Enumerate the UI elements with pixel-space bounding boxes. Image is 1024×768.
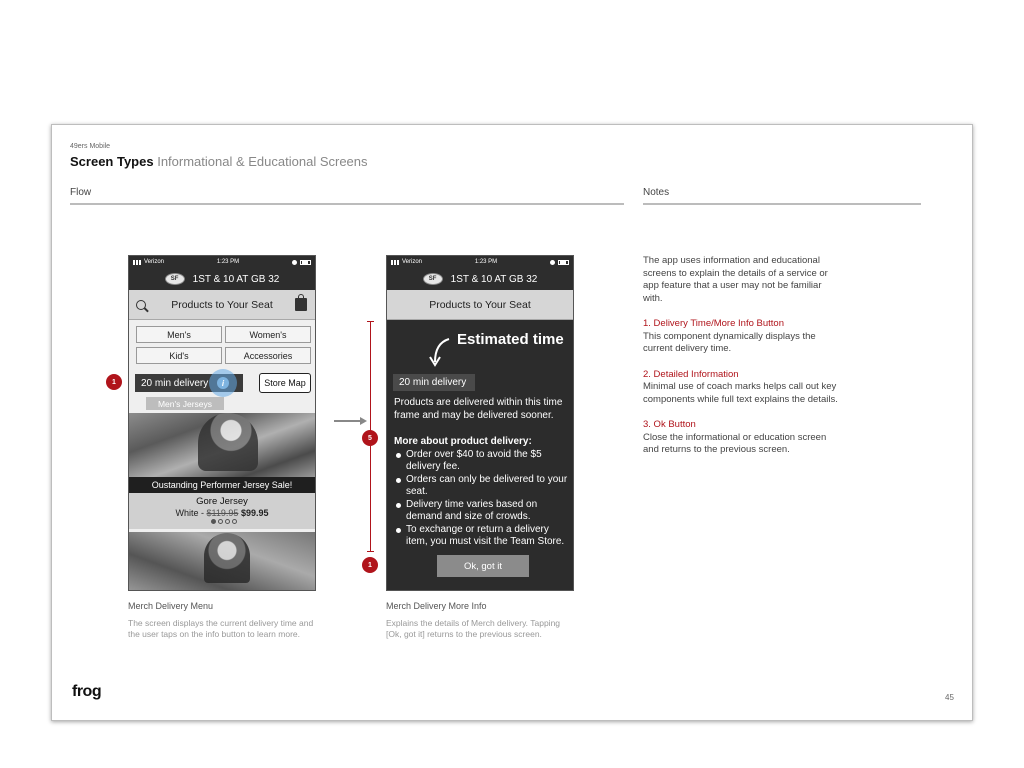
note-item bbox=[643, 419, 839, 457]
flow-arrow-icon bbox=[334, 417, 368, 425]
header-bar bbox=[129, 290, 315, 320]
location-icon bbox=[550, 260, 555, 265]
annotation-marker-5: 5 bbox=[362, 430, 378, 446]
carrier-label: Verizon bbox=[402, 259, 423, 265]
price-prefix: White - bbox=[175, 508, 207, 518]
ok-got-it-button[interactable]: Ok, got it bbox=[437, 555, 529, 577]
delivery-intro: Products are delivered within this time frame and may be delivered sooner. bbox=[394, 397, 563, 421]
title-light: Informational & Educational Screens bbox=[157, 154, 368, 169]
price-old: $119.95 bbox=[206, 508, 239, 518]
category-accessories-button[interactable]: Accessories bbox=[225, 347, 311, 364]
status-time: 1:23 PM bbox=[474, 259, 498, 265]
game-score: 1ST & 10 AT GB 32 bbox=[450, 273, 538, 285]
note-body: This component dynamically displays the current delivery time. bbox=[643, 330, 816, 354]
notes-rule bbox=[643, 203, 921, 205]
carrier-label: Verizon bbox=[144, 259, 165, 265]
note-heading: 2. Detailed Information bbox=[643, 368, 739, 380]
more-info-heading: More about product delivery: bbox=[394, 436, 532, 447]
caption-title-menu: Merch Delivery Menu bbox=[128, 601, 214, 611]
note-heading: 1. Delivery Time/More Info Button bbox=[643, 318, 784, 329]
notes-label: Notes bbox=[643, 187, 670, 198]
category-mens-button[interactable]: Men's bbox=[136, 326, 222, 343]
carousel-dots[interactable] bbox=[211, 519, 237, 524]
status-right bbox=[550, 260, 569, 265]
caption-body-menu: The screen displays the current delivery time and the user taps on the info button to learn more. bbox=[128, 618, 314, 639]
list-item: Delivery time varies based on demand and size of crowds. bbox=[394, 499, 572, 524]
dimension-cap-bottom bbox=[367, 551, 374, 552]
team-logo-icon: SF bbox=[165, 273, 185, 285]
note-body: Close the informational or education screen and returns to the previous screen. bbox=[643, 431, 827, 455]
estimated-time-heading: Estimated time bbox=[457, 331, 564, 348]
battery-icon bbox=[558, 260, 569, 265]
notes-intro: The app uses information and educational screens to explain the details of a service or app feature that a user may not be familiar with. bbox=[643, 255, 828, 304]
sale-banner: Oustanding Performer Jersey Sale! bbox=[129, 477, 315, 493]
slide bbox=[51, 124, 973, 721]
product-price bbox=[129, 508, 315, 518]
caption-body-more-info: Explains the details of Merch delivery. Tapping [Ok, got it] returns to the previous screen. bbox=[386, 618, 561, 639]
note-item bbox=[643, 369, 839, 407]
slide-title bbox=[70, 154, 368, 169]
status-time: 1:23 PM bbox=[216, 259, 240, 265]
more-info-block bbox=[394, 436, 572, 549]
header-bar bbox=[387, 290, 573, 320]
team-logo-icon: SF bbox=[423, 273, 443, 285]
frog-logo: frog bbox=[72, 683, 102, 700]
note-heading: 3. Ok Button bbox=[643, 419, 696, 430]
delivery-bullets bbox=[394, 449, 572, 549]
carrier bbox=[391, 259, 422, 265]
shopping-bag-icon[interactable] bbox=[295, 298, 307, 311]
list-item: Orders can only be delivered to your seat. bbox=[394, 474, 572, 499]
page-number: 45 bbox=[945, 693, 954, 702]
game-bar bbox=[387, 268, 573, 290]
status-bar bbox=[129, 256, 315, 268]
delivery-time-pill: 20 min delivery bbox=[393, 374, 475, 391]
category-womens-button[interactable]: Women's bbox=[225, 326, 311, 343]
category-kids-button[interactable]: Kid's bbox=[136, 347, 222, 364]
flow-label: Flow bbox=[70, 187, 92, 198]
signal-icon bbox=[391, 260, 400, 265]
location-icon bbox=[292, 260, 297, 265]
project-name: 49ers Mobile bbox=[70, 143, 111, 150]
caption-title-more-info: Merch Delivery More Info bbox=[386, 601, 487, 611]
notes-panel bbox=[643, 255, 839, 470]
player-image-icon bbox=[198, 413, 258, 471]
player-image-icon bbox=[204, 533, 250, 583]
battery-icon bbox=[300, 260, 311, 265]
store-map-button[interactable]: Store Map bbox=[259, 373, 311, 393]
game-bar bbox=[129, 268, 315, 290]
carousel-dot[interactable] bbox=[211, 519, 216, 524]
carousel-dot[interactable] bbox=[218, 519, 223, 524]
sub-category-tag: Men's Jerseys bbox=[146, 397, 224, 410]
price-new: $99.95 bbox=[240, 508, 269, 518]
flow-rule bbox=[70, 203, 624, 205]
status-right bbox=[292, 260, 311, 265]
delivery-time-pill[interactable]: 20 min delivery bbox=[135, 374, 243, 392]
note-body: Minimal use of coach marks helps call out key components while full text explains the details. bbox=[643, 381, 838, 405]
status-bar bbox=[387, 256, 573, 268]
search-icon[interactable] bbox=[136, 300, 146, 310]
carousel-dot[interactable] bbox=[232, 519, 237, 524]
annotation-marker-1-bottom: 1 bbox=[362, 557, 378, 573]
product-name: Gore Jersey bbox=[196, 496, 248, 507]
carousel-dot[interactable] bbox=[225, 519, 230, 524]
note-item bbox=[643, 318, 839, 356]
list-item: To exchange or return a delivery item, you must visit the Team Store. bbox=[394, 524, 572, 549]
info-icon[interactable]: i bbox=[217, 377, 229, 389]
header-title: Products to Your Seat bbox=[171, 298, 273, 311]
carrier bbox=[133, 259, 164, 265]
list-item: Order over $40 to avoid the $5 delivery fee. bbox=[394, 449, 572, 474]
coach-arrow-icon bbox=[427, 336, 453, 368]
game-score: 1ST & 10 AT GB 32 bbox=[192, 273, 280, 285]
header-title: Products to Your Seat bbox=[429, 298, 531, 311]
annotation-marker-1: 1 bbox=[106, 374, 122, 390]
title-bold: Screen Types bbox=[70, 154, 154, 169]
phone-merch-delivery-more-info bbox=[386, 255, 574, 591]
signal-icon bbox=[133, 260, 142, 265]
